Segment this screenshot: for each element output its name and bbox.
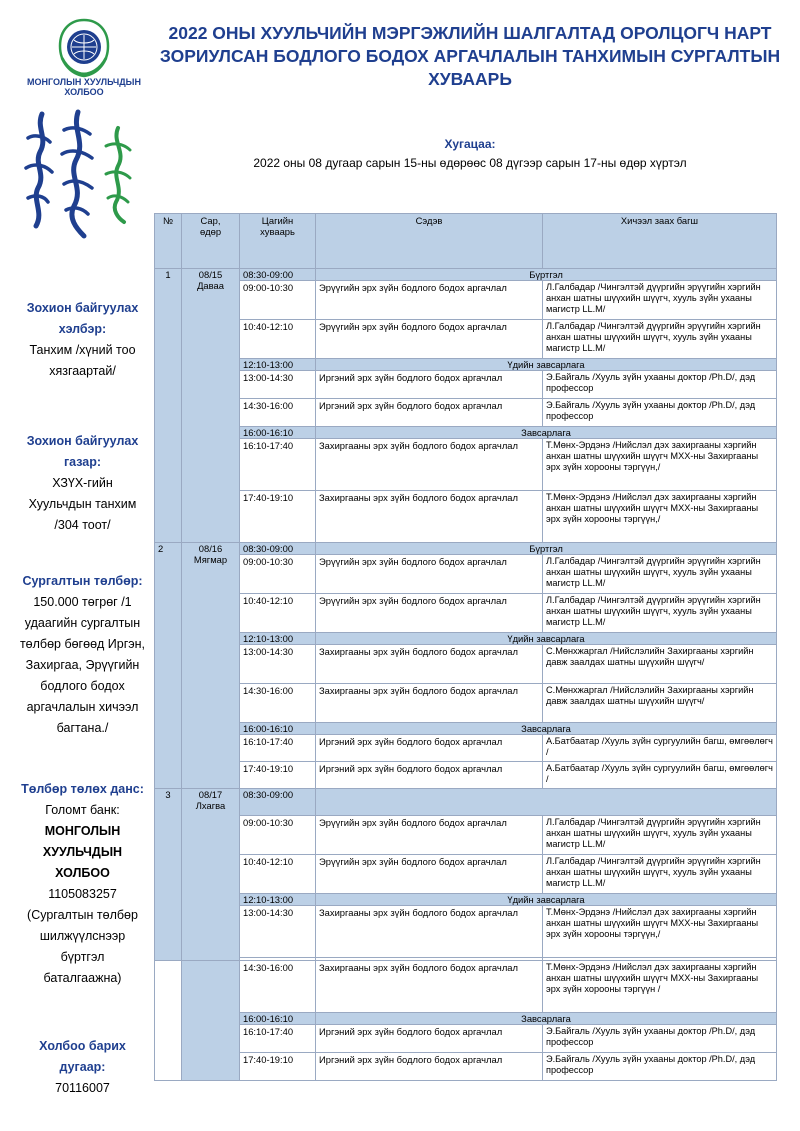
duration-value: 2022 оны 08 дугаар сарын 15-ны өдөрөөс 08 дүгээр сарын 17-ны өдөр хүртэл (253, 156, 687, 170)
time-cell: 12:10-13:00 (240, 633, 316, 645)
table-row (155, 594, 777, 633)
teacher-cell: Л.Галбадар /Чингэлтэй дүүргийн эрүүгийн хэргийн анхан шатны шүүхийн шүүгч, хууль зүйн ухааны магистр LL.M/ (543, 555, 777, 594)
time-cell: 12:10-13:00 (240, 894, 316, 906)
table-row (155, 645, 777, 684)
time-cell: 13:00-14:30 (240, 371, 316, 399)
table-row (155, 491, 777, 543)
topic-cell: Захиргааны эрх зүйн бодлого бодох аргачлал (316, 906, 543, 958)
band-label: Завсарлага (316, 723, 777, 735)
teacher-cell: Э.Байгаль /Хууль зүйн ухааны доктор /Ph.D/, дэд профессор (543, 371, 777, 399)
topic-cell: Иргэний эрх зүйн бодлого бодох аргачлал (316, 1025, 543, 1053)
day-date: 08/15 Даваа (182, 269, 240, 543)
time-cell: 08:30-09:00 (240, 269, 316, 281)
organization-form-block: Зохион байгуулах хэлбэр: Танхим /хүний тоо хязгаартай/ (26, 301, 139, 378)
day-date: 08/16 Мягмар (182, 543, 240, 789)
topic-cell: Иргэний эрх зүйн бодлого бодох аргачлал (316, 735, 543, 762)
time-cell: 12:10-13:00 (240, 359, 316, 371)
topic-cell: Эрүүгийн эрх зүйн бодлого бодох аргачлал (316, 320, 543, 359)
day-date-continued (182, 961, 240, 1081)
time-cell: 09:00-10:30 (240, 816, 316, 855)
table-row (155, 723, 777, 735)
day-date: 08/17 Лхагва (182, 789, 240, 961)
time-cell: 16:10-17:40 (240, 735, 316, 762)
page-title: 2022 ОНЫ ХУУЛЬЧИЙН МЭРГЭЖЛИЙН ШАЛГАЛТАД ОРОЛЦОГЧ НАРТ ЗОРИУЛСАН БОДЛОГО БОДОХ АРГАЧЛАЛЫН ТАНХИМЫН СУРГАЛТЫН ХУВААРЬ (159, 23, 781, 89)
teacher-cell: Т.Мөнх-Эрдэнэ /Нийслэл дэх захиргааны хэргийн анхан шатны шүүхийн шүүгч МХХ-ны Захиргааны эрх зүйн хорооны тэргүүн,/ (543, 491, 777, 543)
band-label: Бүртгэл (316, 269, 777, 281)
time-cell: 09:00-10:30 (240, 281, 316, 320)
table-row (155, 735, 777, 762)
topic-cell: Эрүүгийн эрх зүйн бодлого бодох аргачлал (316, 855, 543, 894)
header-date: Сар, өдөр (182, 214, 240, 269)
teacher-cell: Л.Галбадар /Чингэлтэй дүүргийн эрүүгийн хэргийн анхан шатны шүүхийн шүүгч, хууль зүйн ухааны магистр LL.M/ (543, 855, 777, 894)
band-label: Завсарлага (316, 1013, 777, 1025)
time-cell: 16:00-16:10 (240, 723, 316, 735)
table-row (155, 1025, 777, 1053)
table-row (155, 789, 777, 816)
topic-cell: Иргэний эрх зүйн бодлого бодох аргачлал (316, 1053, 543, 1081)
time-cell: 16:00-16:10 (240, 1013, 316, 1025)
table-row (155, 269, 777, 281)
topic-cell: Захиргааны эрх зүйн бодлого бодох аргачлал (316, 684, 543, 723)
schedule-table (154, 213, 777, 1081)
time-cell: 08:30-09:00 (240, 543, 316, 555)
teacher-cell: А.Батбаатар /Хууль зүйн сургуулийн багш, өмгөөлөгч / (543, 762, 777, 789)
topic-cell: Захиргааны эрх зүйн бодлого бодох аргачлал (316, 491, 543, 543)
table-row (155, 427, 777, 439)
topic-cell: Захиргааны эрх зүйн бодлого бодох аргачлал (316, 961, 543, 1013)
teacher-cell: Э.Байгаль /Хууль зүйн ухааны доктор /Ph.D/, дэд профессор (543, 1025, 777, 1053)
table-row (155, 816, 777, 855)
time-cell: 14:30-16:00 (240, 399, 316, 427)
teacher-cell: С.Мөнхжаргал /Нийслэлийн Захиргааны хэргийн давж заалдах шатны шүүхийн шүүгч/ (543, 684, 777, 723)
table-row (155, 359, 777, 371)
time-cell: 16:10-17:40 (240, 439, 316, 491)
day-number: 3 (155, 789, 182, 961)
teacher-cell: Л.Галбадар /Чингэлтэй дүүргийн эрүүгийн хэргийн анхан шатны шүүхийн шүүгч, хууль зүйн ухааны магистр LL.M/ (543, 320, 777, 359)
table-row (155, 543, 777, 555)
table-row (155, 762, 777, 789)
venue-block: Зохион байгуулах газар: ХЗҮХ-гийн Хуульчдын танхим /304 тоот/ (26, 434, 139, 532)
fee-block: Сургалтын төлбөр: 150.000 төгрөг /1 удаагийн сургалтын төлбөр бөгөөд Иргэн, Захиргаа, Эрүүгийн бодлого бодох аргачлалын хичээл багтана./ (19, 574, 146, 735)
topic-cell: Эрүүгийн эрх зүйн бодлого бодох аргачлал (316, 555, 543, 594)
topic-cell: Иргэний эрх зүйн бодлого бодох аргачлал (316, 399, 543, 427)
teacher-cell: Л.Галбадар /Чингэлтэй дүүргийн эрүүгийн хэргийн анхан шатны шүүхийн шүүгч, хууль зүйн ухааны магистр LL.M/ (543, 281, 777, 320)
header-topic: Сэдэв (316, 214, 543, 269)
duration-label: Хугацаа: (444, 137, 496, 151)
time-cell: 17:40-19:10 (240, 1053, 316, 1081)
table-row (155, 281, 777, 320)
table-row (155, 439, 777, 491)
topic-cell: Захиргааны эрх зүйн бодлого бодох аргачлал (316, 439, 543, 491)
teacher-cell: Т.Мөнх-Эрдэнэ /Нийслэл дэх захиргааны хэргийн анхан шатны шүүхийн шүүгч МХХ-ны Захиргааны эрх зүйн хорооны тэргүүн,/ (543, 906, 777, 958)
table-row (155, 1013, 777, 1025)
time-cell: 13:00-14:30 (240, 906, 316, 958)
time-cell: 09:00-10:30 (240, 555, 316, 594)
header-time: Цагийн хуваарь (240, 214, 316, 269)
topic-cell: Захиргааны эрх зүйн бодлого бодох аргачлал (316, 645, 543, 684)
teacher-cell: Э.Байгаль /Хууль зүйн ухааны доктор /Ph.D/, дэд профессор (543, 399, 777, 427)
table-row (155, 555, 777, 594)
time-cell: 13:00-14:30 (240, 645, 316, 684)
teacher-cell: Э.Байгаль /Хууль зүйн ухааны доктор /Ph.D/, дэд профессор (543, 1053, 777, 1081)
teacher-cell: Л.Галбадар /Чингэлтэй дүүргийн эрүүгийн хэргийн анхан шатны шүүхийн шүүгч, хууль зүйн ухааны магистр LL.M/ (543, 594, 777, 633)
table-header-row (155, 214, 777, 269)
time-cell: 17:40-19:10 (240, 762, 316, 789)
header-number: № (155, 214, 182, 269)
organization-name: МОНГОЛЫН ХУУЛЬЧДЫН ХОЛБОО (27, 77, 141, 97)
day-number: 1 (155, 269, 182, 543)
organization-logo (48, 18, 120, 78)
table-row (155, 855, 777, 894)
table-row (155, 399, 777, 427)
band-label: Үдийн завсарлага (316, 359, 777, 371)
band-label: Завсарлага (316, 427, 777, 439)
topic-cell: Иргэний эрх зүйн бодлого бодох аргачлал (316, 762, 543, 789)
topic-cell: Эрүүгийн эрх зүйн бодлого бодох аргачлал (316, 281, 543, 320)
day-number-continued (155, 961, 182, 1081)
band-label: Үдийн завсарлага (316, 894, 777, 906)
teacher-cell: С.Мөнхжаргал /Нийслэлийн Захиргааны хэргийн давж заалдах шатны шүүхийн шүүгч/ (543, 645, 777, 684)
time-cell: 10:40-12:10 (240, 594, 316, 633)
contact-block: Холбоо барих дугаар: 70116007 (39, 1039, 126, 1095)
time-cell: 16:10-17:40 (240, 1025, 316, 1053)
table-row (155, 906, 777, 958)
teacher-cell: Т.Мөнх-Эрдэнэ /Нийслэл дэх захиргааны хэргийн анхан шатны шүүхийн шүүгч МХХ-ны Захиргааны эрх зүйн хорооны тэргүүн / (543, 961, 777, 1013)
band-label (316, 789, 777, 816)
topic-cell: Эрүүгийн эрх зүйн бодлого бодох аргачлал (316, 816, 543, 855)
day-number: 2 (155, 543, 182, 789)
time-cell: 14:30-16:00 (240, 961, 316, 1013)
band-label: Бүртгэл (316, 543, 777, 555)
table-row (155, 684, 777, 723)
table-row (155, 961, 777, 1013)
header-teacher: Хичээл заах багш (543, 214, 777, 269)
table-row (155, 371, 777, 399)
table-row (155, 633, 777, 645)
time-cell: 16:00-16:10 (240, 427, 316, 439)
time-cell: 14:30-16:00 (240, 684, 316, 723)
time-cell: 17:40-19:10 (240, 491, 316, 543)
time-cell: 08:30-09:00 (240, 789, 316, 816)
time-cell: 10:40-12:10 (240, 855, 316, 894)
teacher-cell: Л.Галбадар /Чингэлтэй дүүргийн эрүүгийн хэргийн анхан шатны шүүхийн шүүгч, хууль зүйн ухааны магистр LL.M/ (543, 816, 777, 855)
table-row (155, 894, 777, 906)
table-row (155, 320, 777, 359)
table-row (155, 1053, 777, 1081)
band-label: Үдийн завсарлага (316, 633, 777, 645)
mongolian-script-calligraphy (14, 108, 144, 240)
time-cell: 10:40-12:10 (240, 320, 316, 359)
topic-cell: Иргэний эрх зүйн бодлого бодох аргачлал (316, 371, 543, 399)
teacher-cell: Т.Мөнх-Эрдэнэ /Нийслэл дэх захиргааны хэргийн анхан шатны шүүхийн шүүгч МХХ-ны Захиргааны эрх зүйн хорооны тэргүүн,/ (543, 439, 777, 491)
payment-account-block: Төлбөр төлөх данс: Голомт банк: МОНГОЛЫН ХУУЛЬЧДЫН ХОЛБОО 1105083257 (Сургалтын төлбөр шилжүүлснээр бүртгэл баталгаажна) (21, 782, 144, 985)
topic-cell: Эрүүгийн эрх зүйн бодлого бодох аргачлал (316, 594, 543, 633)
teacher-cell: А.Батбаатар /Хууль зүйн сургуулийн багш, өмгөөлөгч / (543, 735, 777, 762)
